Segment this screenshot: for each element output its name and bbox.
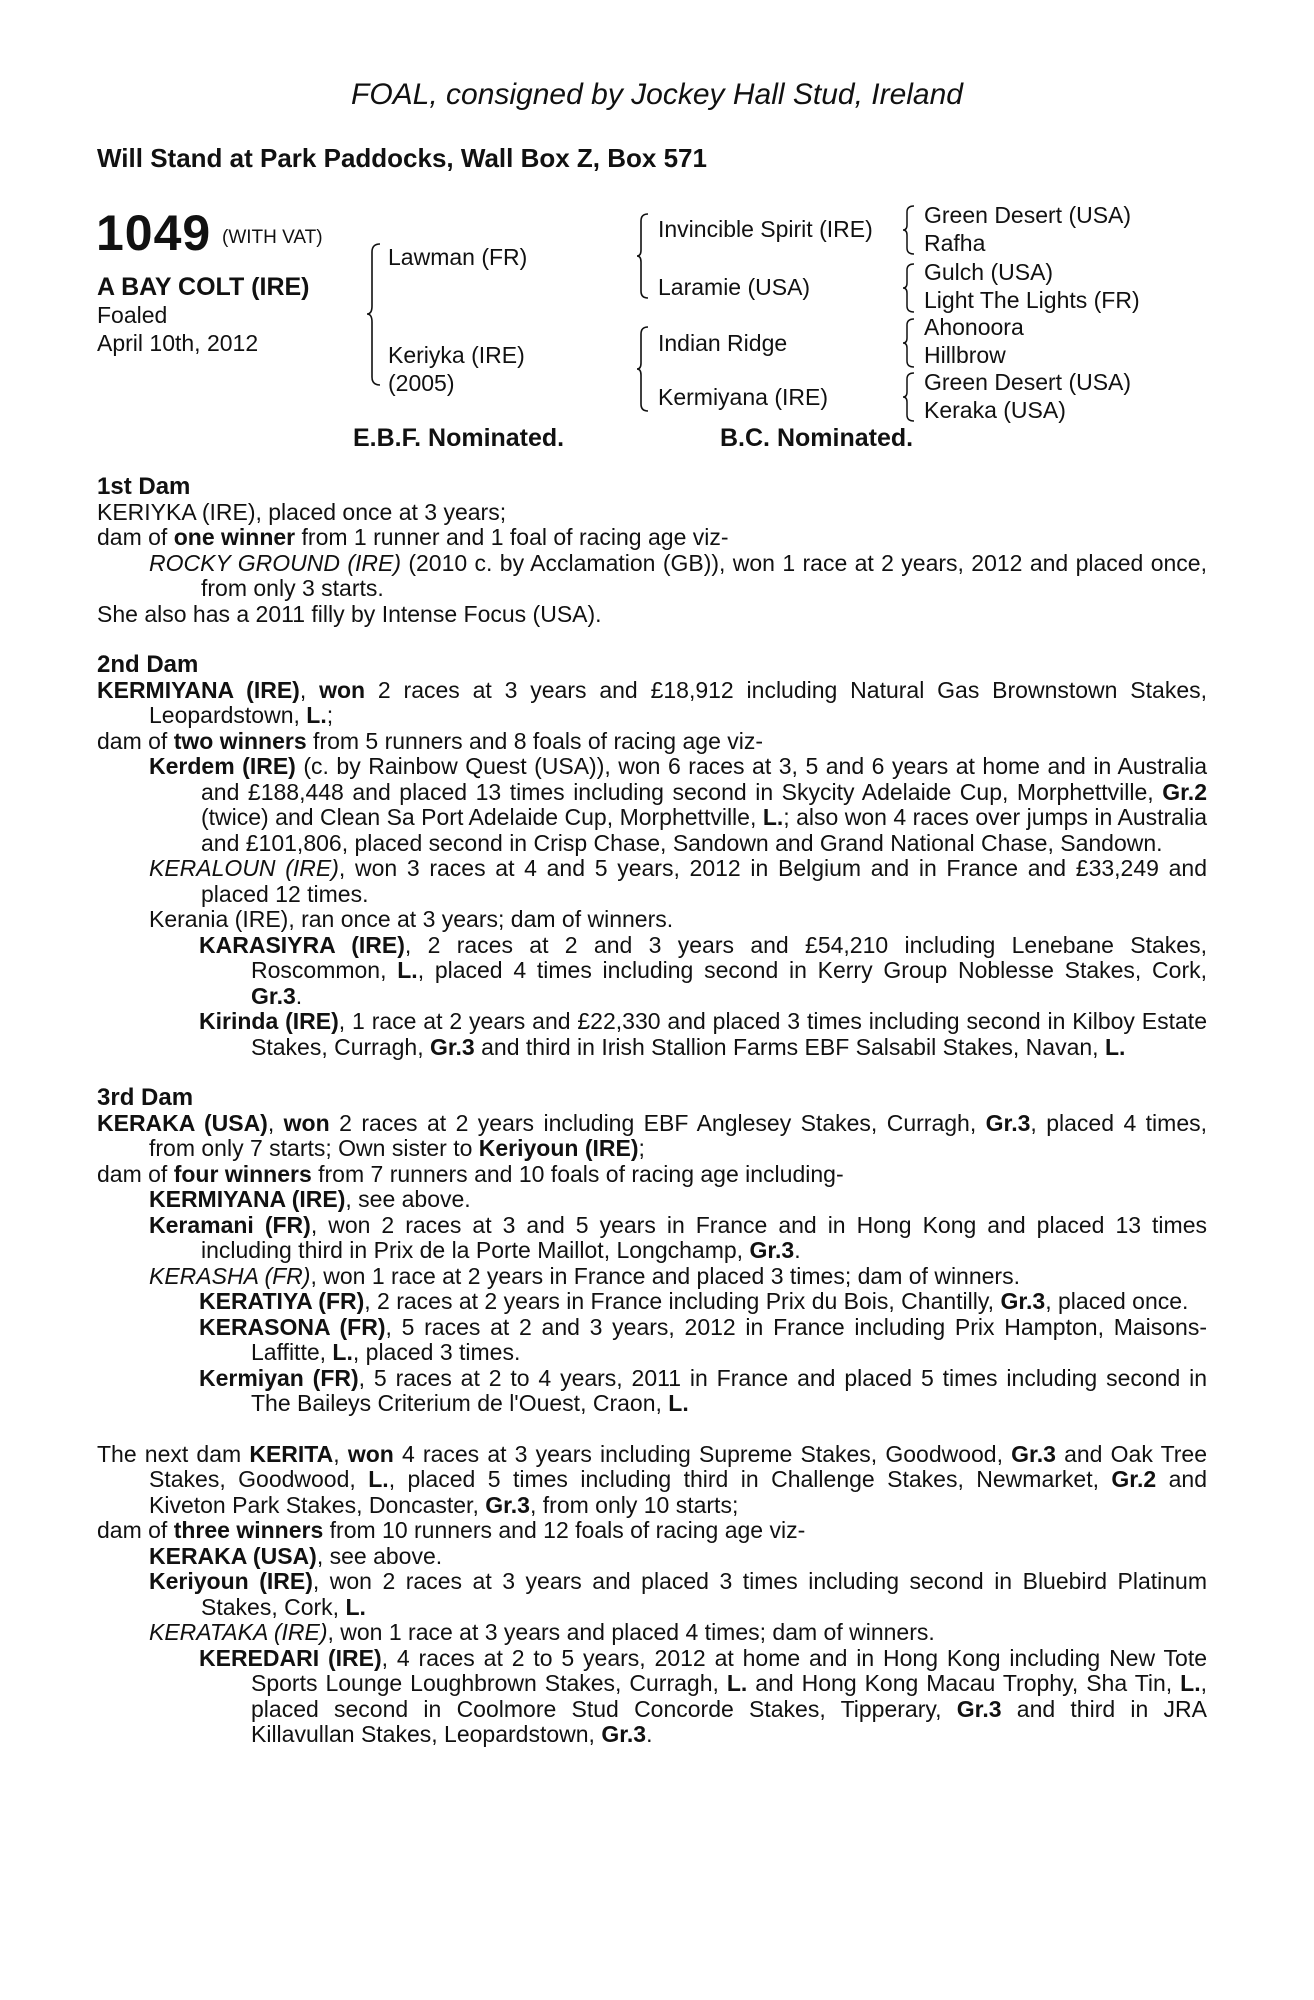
- produce-kerasona: KERASONA (FR), 5 races at 2 and 3 years, 2012 in France including Prix Hampton, Maisons-Laffitte, L., placed 3 times.: [199, 1313, 1207, 1365]
- ebf-nominated: E.B.F. Nominated.: [353, 424, 565, 452]
- granddam-1: Green Desert (USA): [924, 202, 1132, 228]
- granddam-2: Rafha: [924, 230, 986, 256]
- second-dam-heading: 2nd Dam: [97, 651, 199, 678]
- granddam-4: Light The Lights (FR): [924, 287, 1140, 313]
- third-dam-heading: 3rd Dam: [97, 1084, 194, 1111]
- produce-kirinda: Kirinda (IRE), 1 race at 2 years and £22,330 and placed 3 times including second in Kilboy Estate Stakes, Curragh, Gr.3 and third in Irish Stallion Farms EBF Salsabil Stakes, Navan, L.: [199, 1008, 1207, 1060]
- dam-dam: Kermiyana (IRE): [658, 384, 828, 410]
- granddam-3: Gulch (USA): [924, 259, 1054, 285]
- page-title: FOAL, consigned by Jockey Hall Stud, Ireland: [351, 78, 963, 111]
- granddam-6: Hillbrow: [924, 342, 1006, 368]
- lot-number: 1049: [96, 205, 212, 261]
- produce-keraka: KERAKA (USA), see above.: [149, 1542, 443, 1569]
- granddam-8: Keraka (USA): [924, 397, 1066, 423]
- produce-rocky-ground: ROCKY GROUND (IRE) (2010 c. by Acclamation (GB)), won 1 race at 2 years, 2012 and placed once, from only 3 starts.: [149, 549, 1207, 601]
- produce-keredari: KEREDARI (IRE), 4 races at 2 to 5 years, 2012 at home and in Hong Kong including New Tote Sports Lounge Loughbrown Stakes, Curragh, L. and Hong Kong Macau Trophy, Sha Tin, L., placed second in Coolmore Stud Concorde Stakes, Tipperary, Gr.3 and third in JRA Killavullan Stakes, Leopardstown, Gr.3.: [199, 1644, 1208, 1747]
- pedigree-brace-g2: [902, 262, 918, 314]
- stand-location: Will Stand at Park Paddocks, Wall Box Z, Box 571: [97, 143, 707, 173]
- produce-kermiyana: KERMIYANA (IRE), see above.: [149, 1186, 471, 1212]
- sire-dam: Laramie (USA): [658, 274, 811, 300]
- granddam-7: Green Desert (USA): [924, 369, 1132, 395]
- produce-kerania: Kerania (IRE), ran once at 3 years; dam of winners.: [149, 906, 674, 932]
- produce-keraloun: KERALOUN (IRE), won 3 races at 4 and 5 years, 2012 in Belgium and in France and £33,249 and placed 12 times.: [149, 855, 1207, 907]
- first-dam-produce: dam of one winner from 1 runner and 1 foal of racing age viz-: [97, 524, 729, 550]
- foaled-label: Foaled: [97, 302, 168, 328]
- next-dam-produce: dam of three winners from 10 runners and 12 foals of racing age viz-: [97, 1517, 806, 1543]
- second-dam-line: KERMIYANA (IRE), won 2 races at 3 years and £18,912 including Natural Gas Brownstown Stakes, Leopardstown, L.;: [97, 676, 1207, 728]
- next-dam-line: The next dam KERITA, won 4 races at 3 years including Supreme Stakes, Goodwood, Gr.3 and Oak Tree Stakes, Goodwood, L., placed 5 times including third in Challenge Stakes, Newmarket, Gr.2 and Kiveton Park Stakes, Doncaster, Gr.3, from only 10 starts;: [97, 1440, 1208, 1518]
- produce-keramani: Keramani (FR), won 2 races at 3 and 5 years in France and in Hong Kong and placed 13 times including third in Prix de la Porte Maillot, Longchamp, Gr.3.: [149, 1211, 1207, 1263]
- produce-kerasha: KERASHA (FR), won 1 race at 2 years in France and placed 3 times; dam of winners.: [149, 1262, 1020, 1289]
- dam: Keriyka (IRE): [388, 342, 525, 368]
- sire: Lawman (FR): [388, 244, 528, 270]
- dam-sire: Indian Ridge: [658, 330, 788, 356]
- third-dam-produce: dam of four winners from 7 runners and 10 foals of racing age including-: [97, 1160, 844, 1187]
- third-dam-line: KERAKA (USA), won 2 races at 2 years including EBF Anglesey Stakes, Curragh, Gr.3, placed 4 times, from only 7 starts; Own sister to Keriyoun (IRE);: [97, 1109, 1207, 1161]
- pedigree-brace-g3: [902, 317, 918, 369]
- bc-nominated: B.C. Nominated.: [720, 424, 914, 452]
- second-dam-produce: dam of two winners from 5 runners and 8 foals of racing age viz-: [97, 727, 764, 754]
- first-dam-heading: 1st Dam: [97, 473, 191, 500]
- produce-kerdem: Kerdem (IRE) (c. by Rainbow Quest (USA)), won 6 races at 3, 5 and 6 years at home and in Australia and £188,448 and placed 13 times including second in Skycity Adelaide Cup, Morphettville, Gr.2 (twice) and Clean Sa Port Adelaide Cup, Morphettville, L.; also won 4 races over jumps in Australia and £101,806, placed second in Crisp Chase, Sandown and Grand National Chase, Sandown.: [149, 753, 1207, 856]
- produce-karasiyra: KARASIYRA (IRE), 2 races at 2 and 3 years and £54,210 including Lenebane Stakes, Roscommon, L., placed 4 times including second in Kerry Group Noblesse Stakes, Cork, Gr.3.: [199, 931, 1207, 1009]
- sire-sire: Invincible Spirit (IRE): [658, 216, 873, 242]
- pedigree-brace-main: [366, 242, 384, 387]
- pedigree-brace-sire: [636, 212, 652, 300]
- lot-vat: (WITH VAT): [222, 227, 323, 248]
- produce-kermiyan: Kermiyan (FR), 5 races at 2 to 4 years, 2011 in France and placed 5 times including second in The Baileys Criterium de l'Ouest, Craon, L.: [199, 1364, 1207, 1416]
- produce-keriyoun: Keriyoun (IRE), won 2 races at 3 years and placed 3 times including second in Bluebird Platinum Stakes, Cork, L.: [149, 1568, 1207, 1620]
- first-dam-line: KERIYKA (IRE), placed once at 3 years;: [97, 498, 507, 525]
- foaled-date: April 10th, 2012: [97, 330, 259, 356]
- produce-keratiya: KERATIYA (FR), 2 races at 2 years in France including Prix du Bois, Chantilly, Gr.3, placed once.: [199, 1288, 1189, 1314]
- granddam-5: Ahonoora: [924, 314, 1024, 340]
- dam-year: (2005): [388, 370, 455, 396]
- horse-name: A BAY COLT (IRE): [97, 273, 310, 301]
- pedigree-brace-dam: [636, 325, 652, 413]
- pedigree-brace-g4: [902, 371, 918, 423]
- first-dam-also: She also has a 2011 filly by Intense Focus (USA).: [97, 600, 602, 627]
- produce-keratAka: KERATAKA (IRE), won 1 race at 3 years and placed 4 times; dam of winners.: [149, 1619, 935, 1645]
- catalogue-body: [97, 474, 1207, 1748]
- pedigree-brace-g1: [902, 204, 918, 256]
